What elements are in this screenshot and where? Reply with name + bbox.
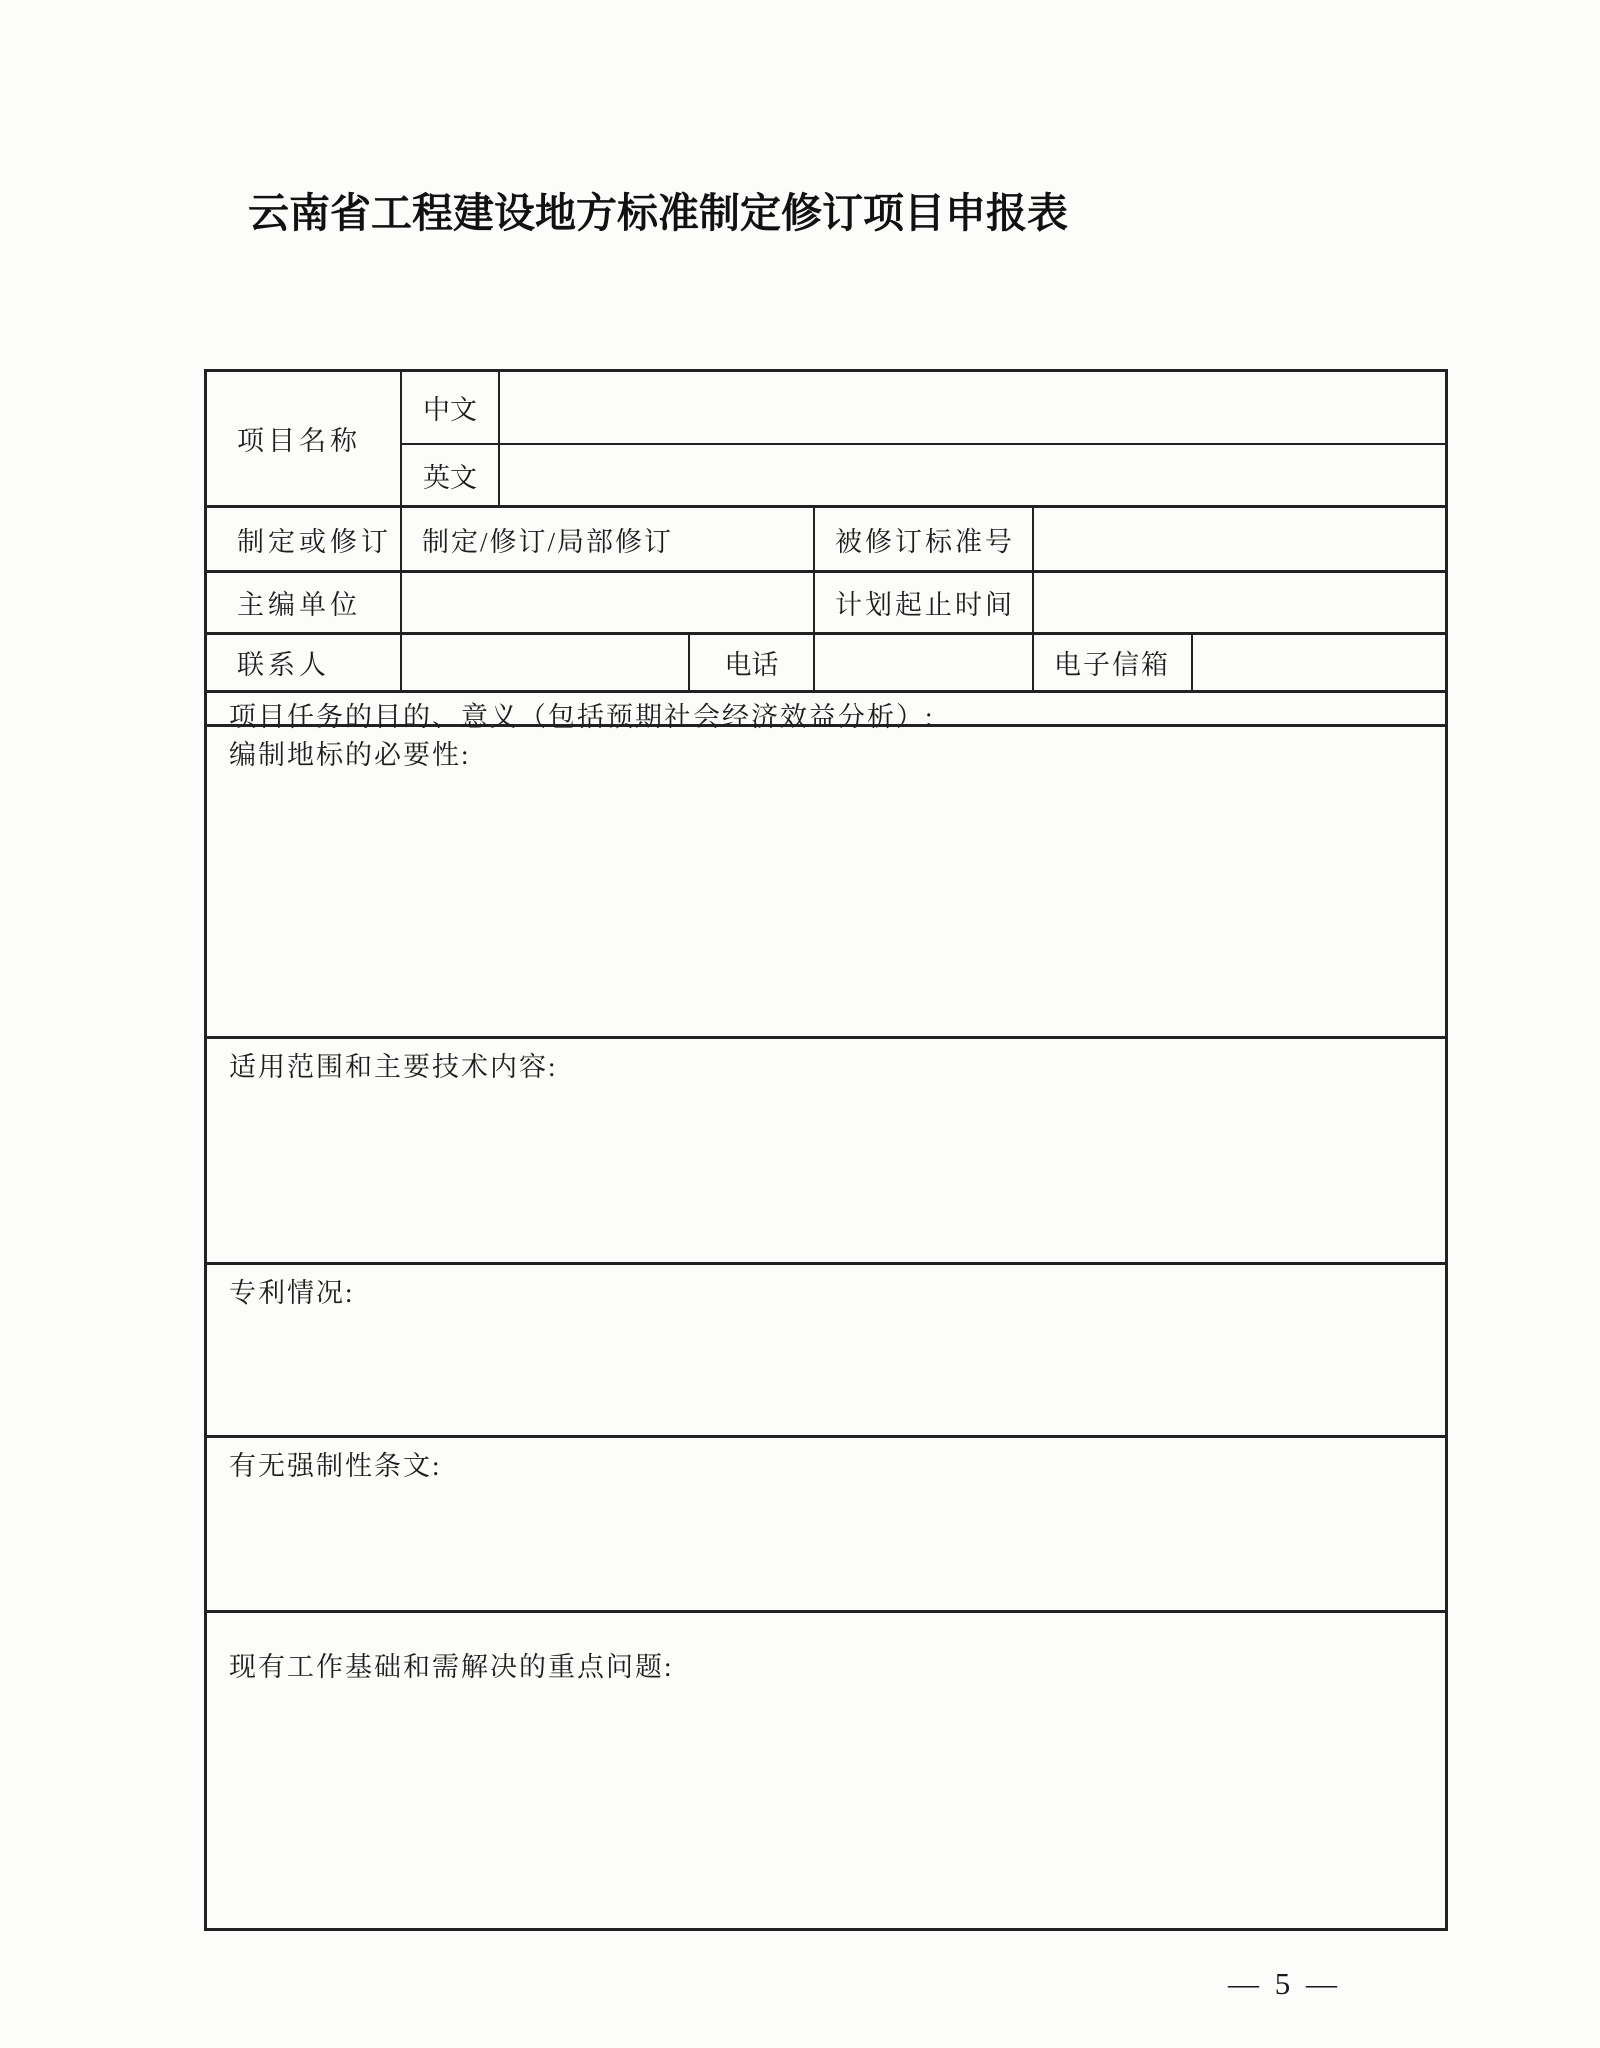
section-purpose-label: 项目任务的目的、意义（包括预期社会经济效益分析）: <box>229 702 935 732</box>
project-name-en-row <box>402 445 1445 505</box>
plan-period-label: 计划起止时间 <box>815 573 1034 632</box>
section-basis[interactable] <box>207 1613 1445 1928</box>
section-necessity[interactable] <box>207 727 1445 1039</box>
project-name-row <box>207 372 1445 508</box>
section-necessity-label: 编制地标的必要性: <box>229 740 471 770</box>
section-basis-label: 现有工作基础和需解决的重点问题: <box>229 1652 674 1682</box>
revised-standard-no-field[interactable] <box>1034 508 1445 570</box>
contact-person-label: 联系人 <box>207 635 402 690</box>
section-mandatory-label: 有无强制性条文: <box>229 1451 442 1481</box>
section-patent[interactable] <box>207 1265 1445 1438</box>
chief-editor-unit-field[interactable] <box>402 573 815 632</box>
project-name-label: 项目名称 <box>207 372 402 505</box>
project-name-en-field[interactable] <box>500 445 1445 505</box>
contact-row <box>207 635 1445 693</box>
email-field[interactable] <box>1193 635 1445 690</box>
project-name-cn-row <box>402 372 1445 445</box>
section-purpose[interactable] <box>207 693 1445 732</box>
revised-standard-no-label: 被修订标准号 <box>815 508 1034 570</box>
lang-cn-label: 中文 <box>402 372 500 443</box>
application-form-table <box>204 369 1448 1931</box>
formulate-or-revise-label: 制定或修订 <box>207 508 402 570</box>
phone-label: 电话 <box>690 635 815 690</box>
project-name-cn-field[interactable] <box>500 372 1445 443</box>
section-scope-label: 适用范围和主要技术内容: <box>229 1052 558 1082</box>
section-scope[interactable] <box>207 1039 1445 1265</box>
contact-person-field[interactable] <box>402 635 690 690</box>
page-number: — 5 — <box>1228 1966 1341 2001</box>
section-mandatory[interactable] <box>207 1438 1445 1613</box>
email-label: 电子信箱 <box>1034 635 1193 690</box>
chief-editor-unit-label: 主编单位 <box>207 573 402 632</box>
formulate-or-revise-row <box>207 508 1445 573</box>
section-patent-label: 专利情况: <box>229 1278 355 1308</box>
phone-field[interactable] <box>815 635 1034 690</box>
formulate-or-revise-value: 制定/修订/局部修订 <box>402 508 815 570</box>
chief-editor-unit-row <box>207 573 1445 635</box>
plan-period-field[interactable] <box>1034 573 1445 632</box>
project-name-sub <box>402 372 1445 505</box>
page-title: 云南省工程建设地方标准制定修订项目申报表 <box>248 190 1068 236</box>
lang-en-label: 英文 <box>402 445 500 505</box>
